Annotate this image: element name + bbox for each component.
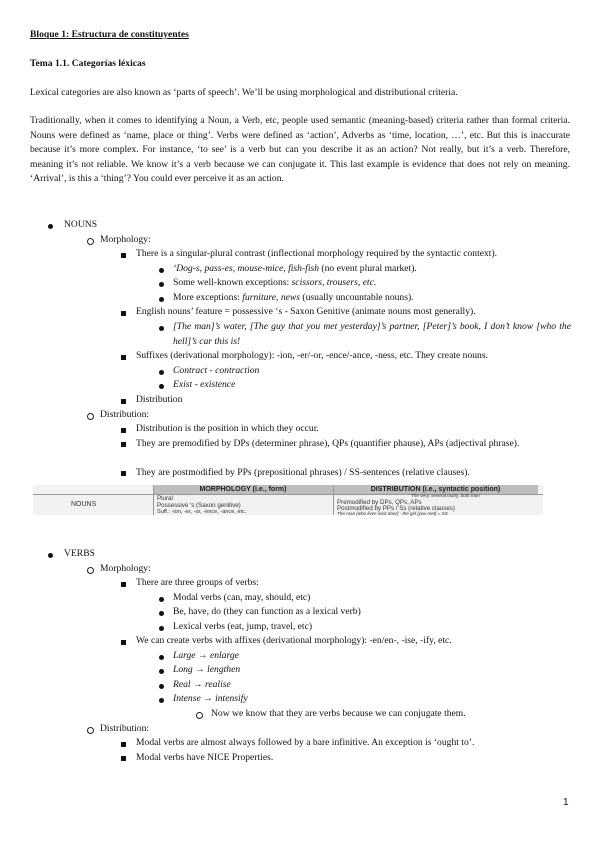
- table-dist-handwritten-2: The man [who lives next door] - the girl [you met] = SS: [337, 511, 448, 516]
- bullet-square-icon: [121, 471, 126, 476]
- bullet-square-icon: [121, 742, 126, 747]
- bullet-dot-icon: [159, 384, 164, 389]
- bullet-dot-icon: [159, 684, 164, 689]
- nouns-sg-pl-example-1: ‘Dog-s, pass-es, mouse-mice, fish-fish (no event plural market).: [173, 263, 417, 274]
- nouns-dist-1: Distribution is the position in which they occur.: [136, 423, 319, 434]
- bullet-dot-icon: [159, 297, 164, 302]
- nouns-sg-pl: There is a singular-plural contrast (inflectional morphology required by the syntactic context).: [136, 248, 498, 259]
- table-header-morphology: MORPHOLOGY (i.e., form): [153, 485, 333, 494]
- nouns-morphology-label: Morphology:: [100, 234, 151, 245]
- bullet-dot-icon: [159, 326, 164, 331]
- table-morph-3: Suff.: -ion, -er, -or, -ence, -ance, etc.: [157, 509, 247, 515]
- page-number: 1: [563, 797, 569, 808]
- bullet-square-icon: [121, 442, 126, 447]
- bullet-dot-icon: [48, 224, 53, 229]
- verbs-heading: VERBS: [64, 548, 95, 559]
- intro-paragraph-2: Traditionally, when it comes to identifying a Noun, a Verb, etc, people used semantic (meaning-based) criteria rather than formal criteria. Nouns were defined as ‘name, place or thing’. Verbs were defined as ‘action’, Adverbs as ‘time, location, …’, etc. But this is inaccurate because it’s more complex. For instance, ‘to see’ is a verb but can you describe it as an action? Not really, but it’s a verb. Therefore, meaning it’s not reliable. We know it’s a verb because we can conjugate it. This last example is evidence that does not rely on meaning. ‘Arrival’, is this a ‘thing’? You could ever perceive it as an action.: [30, 115, 570, 184]
- bullet-square-icon: [121, 253, 126, 258]
- bullet-dot-icon: [159, 698, 164, 703]
- table-header-distribution: DISTRIBUTION (i.e., syntactic position): [333, 485, 538, 494]
- nouns-sg-pl-example-2: Some well-known exceptions: scissors, trousers, etc.: [173, 277, 377, 288]
- verbs-affix-note: Now we know that they are verbs because we can conjugate them.: [211, 708, 466, 719]
- nouns-dist-2: They are premodified by DPs (determiner phrase), QPs (quantifier phause), APs (adjectival phrase).: [136, 438, 520, 449]
- table-dist-1: Premodified by DPs, QPs, APs: [337, 499, 422, 506]
- bullet-dot-icon: [159, 669, 164, 674]
- topic-title: Tema 1.1. Categorías léxicas: [30, 58, 146, 69]
- bullet-circle-icon: [87, 413, 94, 420]
- bullet-square-icon: [121, 428, 126, 433]
- bullet-square-icon: [121, 756, 126, 761]
- verbs-dist-2: Modal verbs have NICE Properties.: [136, 752, 274, 763]
- bullet-dot-icon: [159, 626, 164, 631]
- verbs-morphology-label: Morphology:: [100, 563, 151, 574]
- bullet-dot-icon: [159, 597, 164, 602]
- bullet-dot-icon: [159, 268, 164, 273]
- verbs-affix-example-3: Real → realise: [173, 679, 231, 690]
- bullet-circle-icon: [87, 238, 94, 245]
- bullet-square-icon: [121, 355, 126, 360]
- verbs-group-2: Be, have, do (they can function as a lexical verb): [173, 606, 361, 617]
- verbs-affix-example-4: Intense → intensify: [173, 693, 248, 704]
- bullet-square-icon: [121, 311, 126, 316]
- nouns-summary-table: [33, 485, 543, 515]
- bullet-circle-icon: [87, 727, 94, 734]
- nouns-sg-pl-example-3: More exceptions: furniture, news (usually uncountable nouns).: [173, 292, 414, 303]
- bullet-square-icon: [121, 399, 126, 404]
- block-title: Bloque 1: Estructura de constituyentes: [30, 29, 189, 40]
- verbs-affix-example-1: Large → enlarge: [173, 650, 239, 661]
- table-morph-1: Plural: [157, 495, 173, 502]
- bullet-dot-icon: [159, 655, 164, 660]
- nouns-distribution-item: Distribution: [136, 394, 183, 405]
- nouns-distribution-label: Distribution:: [100, 409, 150, 420]
- verbs-affix-example-2: Long → lengthen: [173, 664, 241, 675]
- verbs-dist-1: Modal verbs are almost always followed by a bare infinitive. An exception is ‘ought to’.: [136, 737, 475, 748]
- nouns-dist-3: They are postmodified by PPs (prepositional phrases) / SS-sentences (relative clauses).: [136, 467, 470, 478]
- verbs-groups: There are three groups of verbs:: [136, 577, 259, 588]
- bullet-square-icon: [121, 582, 126, 587]
- bullet-dot-icon: [159, 370, 164, 375]
- nouns-suffix-example-1: Contract - contraction: [173, 365, 260, 376]
- bullet-circle-icon: [87, 567, 94, 574]
- nouns-genitive: English nouns’ feature = possessive ‘s - Saxon Genitive (animate nouns most generally).: [136, 306, 476, 317]
- table-morph-2: Possessive 's (Saxon genitive): [157, 502, 241, 509]
- verbs-affixes: We can create verbs with affixes (derivational morphology): -en/en-, -ise, -ify, etc.: [136, 635, 452, 646]
- bullet-dot-icon: [159, 282, 164, 287]
- bullet-dot-icon: [48, 553, 53, 558]
- verbs-group-3: Lexical verbs (eat, jump, travel, etc): [173, 621, 313, 632]
- table-dist-handwritten-1: The very, several many, both man: [411, 493, 480, 498]
- nouns-suffixes: Suffixes (derivational morphology): -ion, -er/-or, -ence/-ance, -ness, etc. They create nouns.: [136, 350, 488, 361]
- bullet-circle-icon: [196, 712, 203, 719]
- verbs-distribution-label: Distribution:: [100, 723, 150, 734]
- verbs-group-1: Modal verbs (can, may, should, etc): [173, 592, 311, 603]
- nouns-suffix-example-2: Exist - existence: [173, 379, 236, 390]
- nouns-heading: NOUNS: [64, 219, 98, 230]
- bullet-square-icon: [121, 640, 126, 645]
- nouns-genitive-example: [The man]’s water, [The guy that you met yesterday]’s partner, [Peter]’s book, I don’t know [who the hell]’s car this is!: [173, 321, 571, 347]
- table-dist-2: Postmodified by PPs / Ss (relative clauses): [337, 505, 455, 512]
- intro-paragraph-1: Lexical categories are also known as ‘parts of speech’. We’ll be using morphological and distributional criteria.: [30, 87, 458, 98]
- bullet-dot-icon: [159, 611, 164, 616]
- table-row-label: NOUNS: [71, 501, 97, 508]
